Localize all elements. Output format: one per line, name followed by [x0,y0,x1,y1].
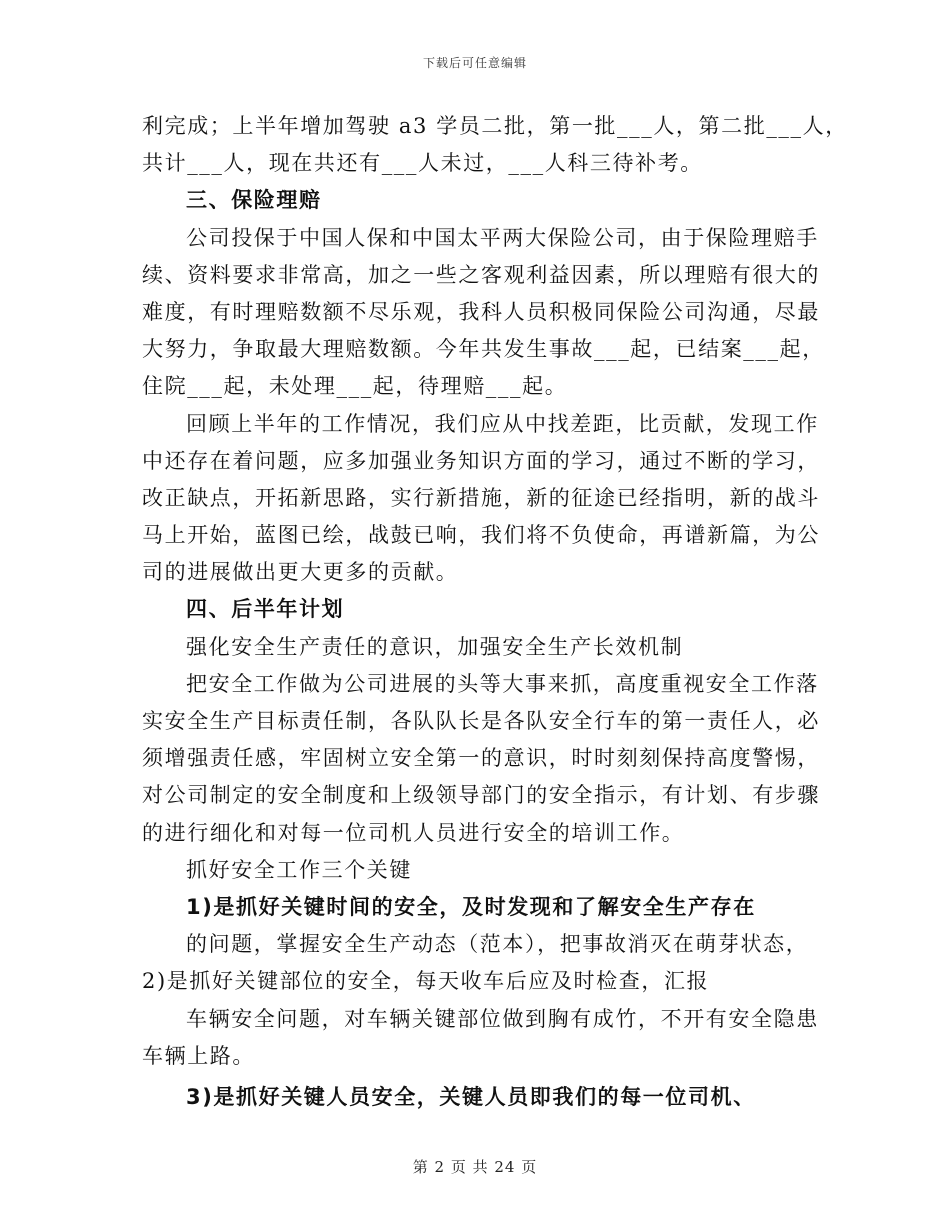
paragraph-line: 车辆安全问题，对车辆关键部位做到胸有成竹，不开有安全隐患 [186,1006,819,1031]
paragraph-line: 的进行细化和对每一位司机人员进行安全的培训工作。 [142,820,685,845]
paragraph-line: 须增强责任感，牢固树立安全第一的意识，时时刻刻保持高度警惕， [142,746,820,771]
paragraph-line: 共计___人，现在共还有___人未过，___人科三待补考。 [142,151,703,176]
paragraph-line: 强化安全生产责任的意识，加强安全生产长效机制 [186,634,684,659]
section-heading-insurance: 三、保险理赔 [186,188,322,213]
paragraph-line: 对公司制定的安全制度和上级领导部门的安全指示，有计划、有步骤 [142,783,820,808]
paragraph-line: 公司投保于中国人保和中国太平两大保险公司，由于保险理赔手 [186,225,819,250]
paragraph-line: 改正缺点，开拓新思路，实行新措施，新的征途已经指明，新的战斗 [142,485,820,510]
key-point-3: 3)是抓好关键人员安全，关键人员即我们的每一位司机、 [186,1084,756,1109]
page-footer: 第 2 页 共 24 页 [412,1158,538,1176]
paragraph-line: 回顾上半年的工作情况，我们应从中找差距，比贡献，发现工作 [186,411,819,436]
page-header: 下载后可任意编辑 [422,56,527,70]
section-heading-plan: 四、后半年计划 [186,597,345,622]
paragraph-line: 中还存在着问题，应多加强业务知识方面的学习，通过不断的学习， [142,448,820,473]
paragraph-line: 住院___起，未处理___起，待理赔___起。 [142,374,568,399]
paragraph-line: 大努力，争取最大理赔数额。今年共发生事故___起，已结案___起， [142,337,825,362]
paragraph-line: 马上开始，蓝图已绘，战鼓已响，我们将不负使命，再谱新篇，为公 [142,523,820,548]
document-body [142,108,848,1116]
paragraph-line: 车辆上路。 [142,1043,255,1068]
paragraph-line: 把安全工作做为公司进展的头等大事来抓，高度重视安全工作落 [186,671,819,696]
key-point-1: 1)是抓好关键时间的安全，及时发现和了解安全生产存在 [186,894,756,919]
paragraph-line: 实安全生产目标责任制，各队队长是各队安全行车的第一责任人，必 [142,709,820,733]
paragraph-line: 难度，有时理赔数额不尽乐观，我科人员积极同保险公司沟通，尽最 [142,299,820,324]
paragraph-line: 续、资料要求非常高，加之一些之客观利益因素，所以理赔有很大的 [142,262,820,287]
paragraph-line: 司的进展做出更大更多的贡献。 [142,560,459,585]
key-point-2: 2)是抓好关键部位的安全，每天收车后应及时检查，汇报 [142,969,710,994]
paragraph-line: 抓好安全工作三个关键 [186,857,412,882]
paragraph-line: 的问题，掌握安全生产动态（范本），把事故消灭在萌芽状态， [186,932,809,957]
paragraph-line: 利完成；上半年增加驾驶 a3 学员二批，第一批___人，第二批___人， [142,114,848,138]
